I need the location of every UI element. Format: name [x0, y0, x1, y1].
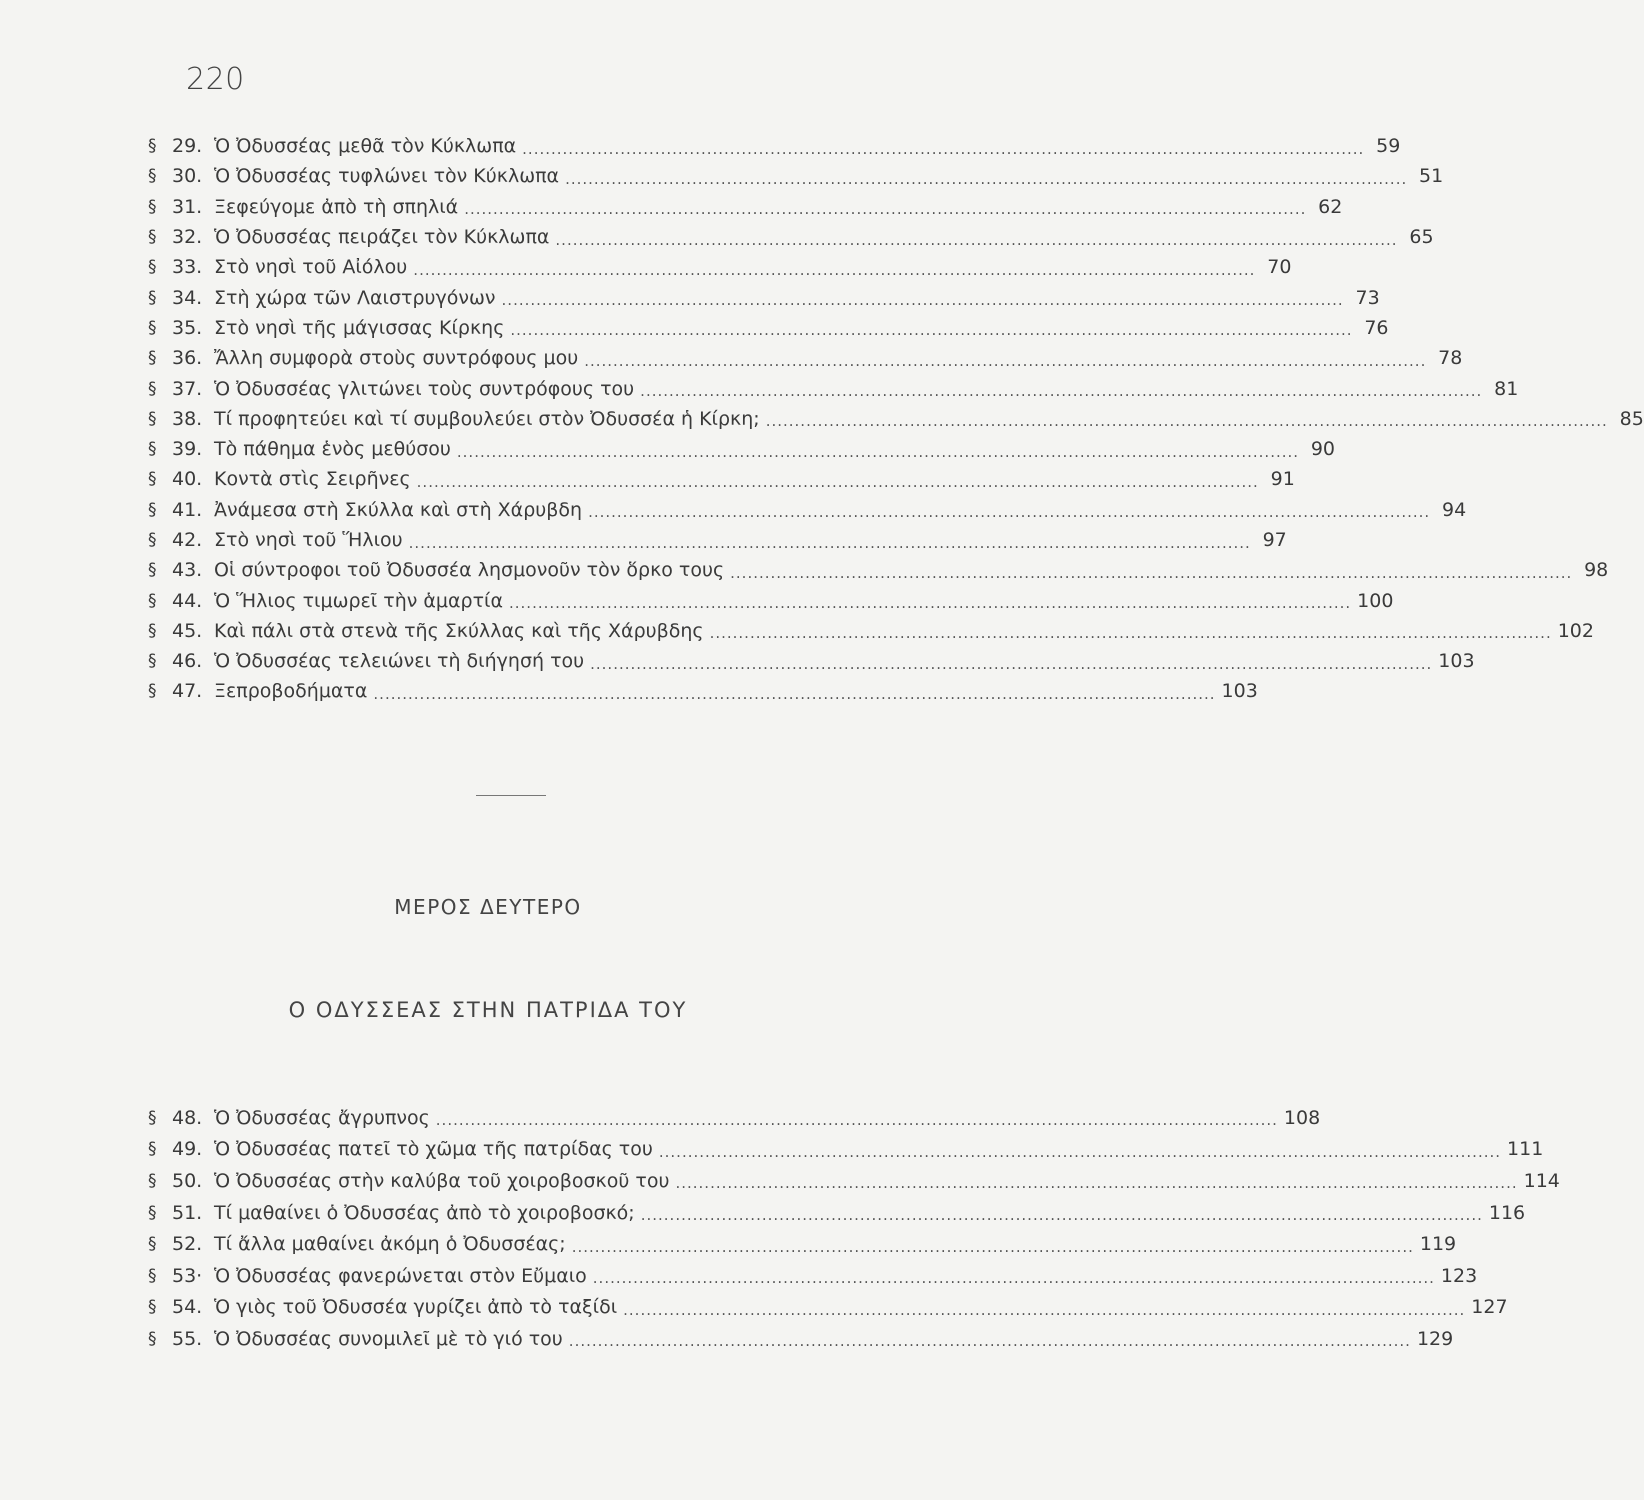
section-sign: § — [148, 499, 157, 520]
dot-leader: .................................................................................................................................................. — [590, 654, 1433, 673]
entry-number: 40. — [172, 468, 203, 491]
toc-entry — [148, 252, 1292, 282]
entry-page: 100 — [1357, 589, 1394, 612]
entry-page: 108 — [1283, 1106, 1321, 1129]
toc-entry — [148, 161, 1444, 191]
toc-entry — [148, 1228, 1457, 1260]
divider-rule — [476, 795, 546, 796]
entry-page: 129 — [1416, 1327, 1454, 1350]
entry-number: 51. — [172, 1201, 203, 1224]
entry-page: 70 — [1267, 256, 1292, 279]
toc-entry — [148, 676, 1258, 706]
section-sign: § — [148, 1202, 157, 1223]
part-heading: ΜΕΡΟΣ ΔΕΥΤΕΡΟ — [394, 895, 582, 919]
toc-entry — [148, 1260, 1478, 1292]
toc-entry — [148, 1134, 1544, 1166]
section-sign: § — [148, 287, 157, 308]
toc-entry — [148, 434, 1336, 464]
dot-leader: .................................................................................................................................................. — [640, 382, 1483, 401]
dot-leader: .................................................................................................................................................. — [675, 1174, 1518, 1193]
toc-entry — [148, 404, 1644, 434]
entry-page: 116 — [1488, 1201, 1526, 1224]
entry-title: Τί ἄλλα μαθαίνει ἀκόμη ὁ Ὀδυσσέας; — [214, 1233, 566, 1256]
toc-list-part-one — [148, 131, 1644, 707]
section-sign: § — [148, 1265, 157, 1286]
entry-number: 50. — [172, 1169, 203, 1192]
dot-leader: .................................................................................................................................................. — [510, 321, 1353, 340]
entry-page: 103 — [1438, 650, 1475, 673]
section-sign: § — [148, 196, 157, 217]
entry-page: 65 — [1409, 226, 1434, 249]
entry-number: 29. — [172, 135, 203, 158]
entry-page: 111 — [1507, 1138, 1544, 1161]
entry-title: Ἄλλη συμφορὰ στοὺς συντρόφους μου — [214, 347, 579, 370]
section-sign: § — [148, 348, 157, 369]
section-sign: § — [148, 408, 157, 429]
dot-leader: .................................................................................................................................................. — [765, 412, 1608, 431]
dot-leader: .................................................................................................................................................. — [416, 472, 1259, 491]
entry-page: 98 — [1584, 559, 1609, 582]
toc-entry — [148, 646, 1475, 676]
entry-title: Ὁ Ὀδυσσέας φανερώνεται στὸν Εὔμαιο — [214, 1264, 587, 1287]
entry-title: Στὸ νησὶ τοῦ Αἰόλου — [214, 256, 408, 279]
dot-leader: .................................................................................................................................................. — [571, 1237, 1414, 1256]
toc-entry — [148, 616, 1594, 646]
entry-number: 34. — [172, 286, 203, 309]
entry-page: 103 — [1221, 680, 1258, 703]
dot-leader: .................................................................................................................................................. — [373, 684, 1216, 703]
section-sign: § — [148, 1328, 157, 1349]
entry-page: 114 — [1523, 1169, 1560, 1192]
entry-number: 45. — [172, 619, 203, 642]
dot-leader: .................................................................................................................................................. — [555, 230, 1398, 249]
entry-title: Ὁ Ὀδυσσέας τυφλώνει τὸν Κύκλωπα — [214, 165, 560, 188]
section-sign: § — [148, 257, 157, 278]
toc-entry — [148, 555, 1609, 585]
entry-title: Στὸ νησὶ τοῦ Ἥλιου — [214, 529, 403, 551]
entry-title: Ὁ Ἥλιος τιμωρεῖ τὴν ἁμαρτία — [214, 589, 503, 612]
dot-leader: .................................................................................................................................................. — [509, 594, 1352, 613]
page-number: 220 — [186, 62, 245, 97]
entry-number: 48. — [172, 1106, 203, 1129]
entry-title: Τὸ πάθημα ἑνὸς μεθύσου — [214, 438, 451, 461]
section-sign: § — [148, 469, 157, 490]
dot-leader: .................................................................................................................................................. — [435, 1111, 1278, 1130]
section-sign: § — [148, 590, 157, 611]
entry-number: 38. — [172, 407, 203, 430]
entry-number: 46. — [172, 650, 203, 673]
dot-leader: .................................................................................................................................................. — [709, 624, 1552, 643]
section-sign: § — [148, 1170, 157, 1191]
entry-title: Καὶ πάλι στὰ στενὰ τῆς Σκύλλας καὶ τῆς Χάρυβδης — [214, 619, 704, 642]
entry-page: 73 — [1355, 286, 1380, 309]
entry-title: Ὁ Ὀδυσσέας πειράζει τὸν Κύκλωπα — [214, 226, 550, 249]
entry-page: 85 — [1619, 407, 1644, 430]
section-sign: § — [148, 136, 157, 157]
toc-entry — [148, 464, 1295, 494]
entry-number: 36. — [172, 347, 203, 370]
section-sign: § — [148, 530, 157, 550]
entry-page: 62 — [1318, 195, 1343, 218]
section-sign: § — [148, 651, 157, 672]
entry-title: Ἀνάμεσα στὴ Σκύλλα καὶ στὴ Χάρυβδη — [214, 498, 583, 521]
toc-entry — [148, 525, 1287, 555]
entry-number: 30. — [172, 165, 203, 188]
entry-number: 35. — [172, 316, 203, 339]
section-sign: § — [148, 166, 157, 187]
section-sign: § — [148, 681, 157, 702]
entry-number: 42. — [172, 529, 203, 551]
entry-title: Τί μαθαίνει ὁ Ὀδυσσέας ἀπὸ τὸ χοιροβοσκό; — [214, 1201, 635, 1224]
entry-page: 102 — [1557, 619, 1594, 642]
section-sign: § — [148, 227, 157, 248]
toc-entry — [148, 585, 1394, 615]
entry-page: 127 — [1471, 1296, 1508, 1319]
dot-leader: .................................................................................................................................................. — [730, 563, 1573, 582]
entry-title: Οἱ σύντροφοι τοῦ Ὀδυσσέα λησμονοῦν τὸν ὅρκο τους — [214, 559, 725, 582]
part-title: Ο ΟΔΥΣΣΕΑΣ ΣΤΗΝ ΠΑΤΡΙΔΑ ΤΟΥ — [288, 998, 688, 1022]
entry-number: 43. — [172, 559, 203, 582]
dot-leader: .................................................................................................................................................. — [456, 442, 1300, 461]
section-sign: § — [148, 620, 157, 641]
entry-number: 55. — [172, 1327, 203, 1350]
section-sign: § — [148, 1107, 157, 1128]
entry-number: 54. — [172, 1296, 203, 1319]
dot-leader: .................................................................................................................................................. — [522, 139, 1365, 158]
toc-entry — [148, 1197, 1526, 1229]
entry-number: 53· — [172, 1264, 203, 1287]
entry-page: 78 — [1438, 347, 1463, 370]
entry-title: Ὁ Ὀδυσσέας πατεῖ τὸ χῶμα τῆς πατρίδας του — [214, 1138, 653, 1161]
entry-page: 91 — [1270, 468, 1295, 491]
toc-entry — [148, 1292, 1508, 1324]
entry-title: Στὴ χώρα τῶν Λαιστρυγόνων — [214, 286, 496, 309]
toc-list-part-two — [148, 1102, 1560, 1355]
entry-page: 90 — [1310, 438, 1336, 461]
section-sign: § — [148, 378, 157, 399]
entry-title: Ὁ Ὀδυσσέας ἄγρυπνος — [214, 1106, 430, 1129]
toc-entry — [148, 131, 1401, 161]
toc-entry — [148, 1165, 1560, 1197]
entry-title: Ὁ Ὀδυσσέας μεθᾶ τὸν Κύκλωπα — [214, 135, 517, 158]
entry-number: 37. — [172, 377, 203, 400]
entry-title: Ὁ γιὸς τοῦ Ὀδυσσέα γυρίζει ἀπὸ τὸ ταξίδι — [214, 1296, 618, 1319]
toc-entry — [148, 1102, 1321, 1134]
dot-leader: .................................................................................................................................................. — [658, 1142, 1502, 1161]
entry-title: Κοντὰ στὶς Σειρῆνες — [214, 468, 411, 491]
toc-entry — [148, 192, 1343, 222]
entry-title: Τί προφητεύει καὶ τί συμβουλεύει στὸν Ὀδυσσέα ἡ Κίρκη; — [214, 407, 760, 430]
entry-title: Ὁ Ὀδυσσέας γλιτώνει τοὺς συντρόφους του — [214, 377, 635, 400]
entry-page: 97 — [1262, 529, 1287, 551]
entry-page: 51 — [1419, 165, 1444, 188]
dot-leader: .................................................................................................................................................. — [413, 260, 1256, 279]
dot-leader: .................................................................................................................................................. — [565, 169, 1408, 188]
toc-entry — [148, 373, 1519, 403]
entry-page: 94 — [1442, 498, 1467, 521]
entry-number: 41. — [172, 498, 203, 521]
entry-title: Στὸ νησὶ τῆς μάγισσας Κίρκης — [214, 316, 505, 339]
toc-entry — [148, 313, 1389, 343]
toc-entry — [148, 222, 1434, 252]
section-sign: § — [148, 1234, 157, 1255]
dot-leader: .................................................................................................................................................. — [588, 503, 1431, 522]
entry-number: 44. — [172, 589, 203, 612]
section-sign: § — [148, 439, 157, 460]
entry-title: Ὁ Ὀδυσσέας συνομιλεῖ μὲ τὸ γιό του — [214, 1327, 563, 1350]
dot-leader: .................................................................................................................................................. — [584, 351, 1427, 370]
dot-leader: .................................................................................................................................................. — [592, 1269, 1435, 1288]
entry-title: Ξεπροβοδήματα — [214, 680, 368, 703]
entry-number: 47. — [172, 680, 203, 703]
toc-entry — [148, 343, 1463, 373]
dot-leader: .................................................................................................................................................. — [408, 533, 1251, 552]
dot-leader: .................................................................................................................................................. — [623, 1300, 1466, 1319]
entry-number: 52. — [172, 1233, 203, 1256]
dot-leader: .................................................................................................................................................. — [464, 200, 1307, 219]
entry-page: 81 — [1494, 377, 1519, 400]
section-sign: § — [148, 560, 157, 581]
dot-leader: .................................................................................................................................................. — [568, 1332, 1411, 1351]
entry-title: Ὁ Ὀδυσσέας στὴν καλύβα τοῦ χοιροβοσκοῦ του — [214, 1169, 670, 1192]
section-sign: § — [148, 317, 157, 338]
entry-number: 31. — [172, 195, 203, 218]
entry-page: 59 — [1376, 135, 1401, 158]
toc-entry — [148, 1323, 1454, 1355]
section-sign: § — [148, 1297, 157, 1318]
toc-entry — [148, 282, 1380, 312]
entry-number: 39. — [172, 438, 203, 461]
section-sign: § — [148, 1139, 157, 1160]
entry-number: 49. — [172, 1138, 203, 1161]
entry-page: 123 — [1440, 1264, 1478, 1287]
dot-leader: .................................................................................................................................................. — [501, 291, 1344, 310]
entry-title: Ὁ Ὀδυσσέας τελειώνει τὴ διήγησή του — [214, 650, 585, 673]
dot-leader: .................................................................................................................................................. — [640, 1206, 1483, 1225]
entry-number: 32. — [172, 226, 203, 249]
entry-title: Ξεφεύγομε ἀπὸ τὴ σπηλιά — [214, 195, 459, 218]
entry-page: 76 — [1364, 316, 1389, 339]
entry-page: 119 — [1419, 1233, 1457, 1256]
toc-entry — [148, 495, 1467, 525]
entry-number: 33. — [172, 256, 203, 279]
